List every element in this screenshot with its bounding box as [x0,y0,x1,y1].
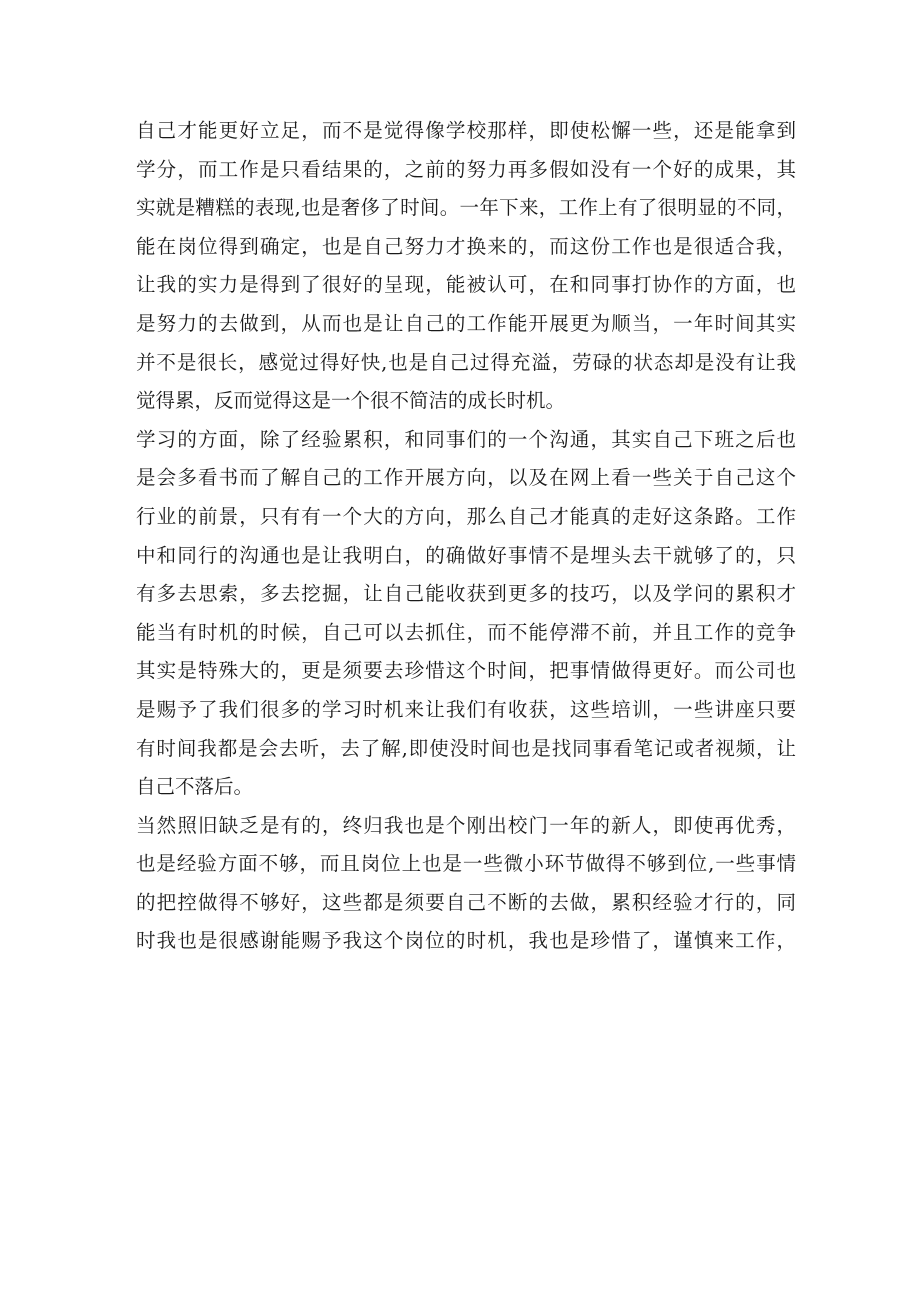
text-line: 让我的实力是得到了很好的呈现，能被认可，在和同事打协作的方面，也 [136,273,796,297]
text-line: 行业的前景，只有有一个大的方向，那么自己才能真的走好这条路。工作 [136,504,796,528]
text-line: 觉得累，反而觉得这是一个很不简洁的成长时机。 [136,389,566,413]
text-line: 自己不落后。 [136,775,254,799]
body-text [136,112,796,961]
paragraph-1 [136,112,796,421]
text-line: 是努力的去做到，从而也是让自己的工作能开展更为顺当，一年时间其实 [136,311,796,335]
text-line: 学习的方面，除了经验累积，和同事们的一个沟通，其实自己下班之后也 [136,427,796,451]
text-line: 其实是特殊大的，更是须要去珍惜这个时间，把事情做得更好。而公司也 [136,659,796,683]
text-line: 时我也是很感谢能赐予我这个岗位的时机，我也是珍惜了，谨慎来工作， [136,929,796,953]
text-line: 能当有时机的时候，自己可以去抓住，而不能停滞不前，并且工作的竞争 [136,620,796,644]
text-line: 自己才能更好立足，而不是觉得像学校那样，即使松懈一些，还是能拿到 [136,119,796,142]
paragraph-2 [136,421,796,807]
text-line: 能在岗位得到确定，也是自己努力才换来的，而这份工作也是很适合我， [136,234,796,258]
text-line: 是赐予了我们很多的学习时机来让我们有收获，这些培训，一些讲座只要 [136,697,796,721]
paragraph-3 [136,807,796,961]
text-line: 中和同行的沟通也是让我明白，的确做好事情不是埋头去干就够了的，只 [136,543,796,567]
text-line: 并不是很长，感觉过得好快,也是自己过得充溢，劳碌的状态却是没有让我 [136,350,796,374]
text-line: 实就是糟糕的表现,也是奢侈了时间。一年下来，工作上有了很明显的不同， [136,196,796,220]
text-line: 是会多看书而了解自己的工作开展方向，以及在网上看一些关于自己这个 [136,466,796,490]
text-line: 有时间我都是会去听，去了解,即使没时间也是找同事看笔记或者视频，让 [136,736,796,760]
text-line: 有多去思索，多去挖掘，让自己能收获到更多的技巧，以及学问的累积才 [136,582,796,606]
text-line: 学分，而工作是只看结果的，之前的努力再多假如没有一个好的成果，其 [136,157,796,181]
text-line: 也是经验方面不够，而且岗位上也是一些微小环节做得不够到位,一些事情 [136,852,796,876]
text-line: 当然照旧缺乏是有的，终归我也是个刚出校门一年的新人，即使再优秀， [136,813,796,837]
text-line: 的把控做得不够好，这些都是须要自己不断的去做，累积经验才行的，同 [136,890,796,914]
